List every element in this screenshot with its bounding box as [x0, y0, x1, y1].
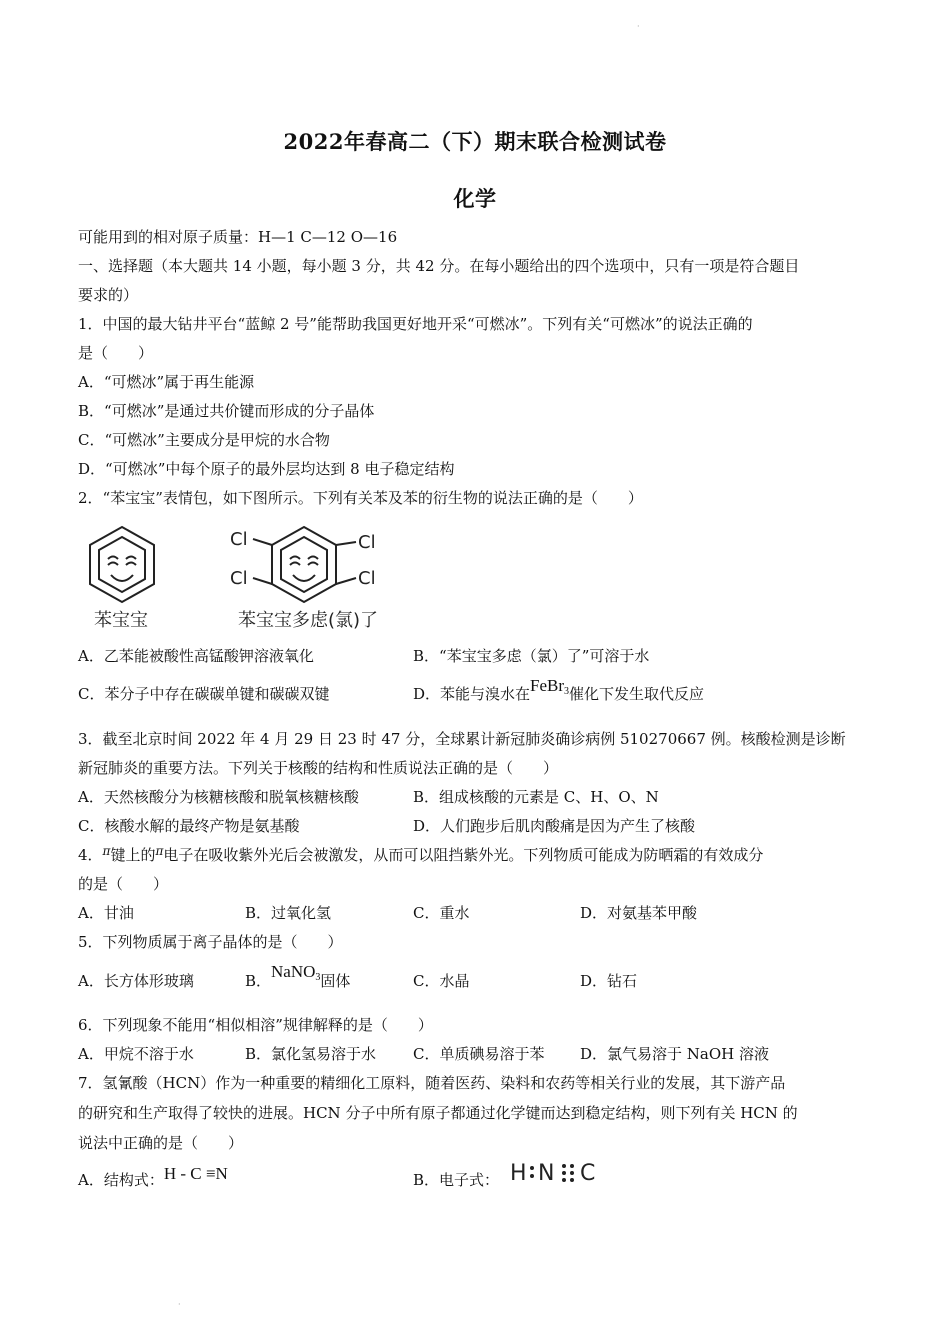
q2-d-pre: D．苯能与溴水在: [413, 685, 531, 703]
q3-option-b: B．组成核酸的元素是 C、H、O、N: [413, 788, 659, 806]
nano3-formula: [271, 962, 320, 981]
q2-option-a: A．乙苯能被酸性高锰酸钾溶液氧化: [78, 647, 314, 665]
q2-d-post: 催化下发生取代反应: [569, 685, 705, 703]
q2-option-d: [413, 676, 705, 710]
scan-dot: ·: [178, 1300, 181, 1309]
cl-label-top-right: Cl: [358, 532, 376, 553]
q5-option-c: C．水晶: [413, 972, 470, 990]
q7-b-pre: B．电子式：: [413, 1171, 500, 1189]
hcn-n-symbol: N: [538, 1161, 555, 1186]
q3-option-c: C．核酸水解的最终产物是氨基酸: [78, 817, 300, 835]
pi-symbol-1: π: [102, 844, 111, 858]
febr-text: FeBr: [530, 676, 565, 695]
atomic-mass-line: 可能用到的相对原子质量：H—1 C—12 O—16: [78, 228, 398, 246]
q1-option-c: C．“可燃冰”主要成分是甲烷的水合物: [78, 431, 330, 449]
q3-stem-line1: 3．截至北京时间 2022 年 4 月 29 日 23 时 47 分，全球累计新冠肺炎确诊病例 510270667 例。核酸检测是诊断: [78, 730, 846, 748]
exam-title: 2022年春高二（下）期末联合检测试卷: [283, 129, 667, 154]
nano-subscript: 3: [315, 972, 321, 983]
fig2-caption: 苯宝宝多虑(氯)了: [238, 610, 379, 631]
q5-b-pre: B．: [245, 972, 272, 990]
q4-mid2: 电子在吸收紫外光后会被激发，从而可以阻挡紫外光。下列物质可能成为防晒霜的有效成分: [163, 846, 764, 864]
q4-option-c: C．重水: [413, 904, 470, 922]
fig1-caption: 苯宝宝: [94, 610, 148, 631]
q2-stem: 2．“苯宝宝”表情包，如下图所示。下列有关苯及苯的衍生物的说法正确的是（ ）: [78, 489, 643, 507]
q7-stem-line2: 的研究和生产取得了较快的进展。HCN 分子中所有原子都通过化学键而达到稳定结构，则下列有关 HCN 的: [78, 1104, 798, 1122]
q7-stem-line3: 说法中正确的是（ ）: [78, 1134, 244, 1152]
q3-stem-line2: 新冠肺炎的重要方法。下列关于核酸的结构和性质说法正确的是（ ）: [78, 759, 559, 777]
q6-option-a: A．甲烷不溶于水: [78, 1045, 194, 1063]
q1-stem-line2: 是（ ）: [78, 344, 154, 362]
q4-option-d: D．对氨基苯甲酸: [580, 904, 698, 922]
section-instruction-line2: 要求的）: [78, 286, 139, 304]
hcn-electron-dot-formula: [510, 1158, 602, 1188]
q1-option-d: D．“可燃冰”中每个原子的最外层均达到 8 电子稳定结构: [78, 460, 455, 478]
q6-option-b: B．氯化氢易溶于水: [245, 1045, 377, 1063]
q6-option-d: D．氯气易溶于 NaOH 溶液: [580, 1045, 770, 1063]
q1-option-b: B．“可燃冰”是通过共价键而形成的分子晶体: [78, 402, 375, 420]
hcn-h-symbol: H: [510, 1161, 527, 1186]
section-instruction-line1: 一、选择题（本大题共 14 小题，每小题 3 分，共 42 分。在每小题给出的四个选项中，只有一项是符合题目: [78, 257, 800, 275]
q7-option-a: [78, 1164, 228, 1190]
q6-option-c: C．单质碘易溶于苯: [413, 1045, 545, 1063]
q5-stem: 5．下列物质属于离子晶体的是（ ）: [78, 933, 343, 951]
scan-dot: ·: [637, 22, 640, 31]
pi-symbol-2: π: [155, 844, 164, 858]
subject-title: 化学: [453, 186, 497, 211]
q4-stem-line2: 的是（ ）: [78, 875, 169, 893]
benzene-emoji-figure: [78, 522, 408, 634]
benzene-baby-structure: [90, 527, 154, 602]
q7-a-pre: A．结构式：: [78, 1171, 164, 1189]
q5-option-a: A．长方体形玻璃: [78, 972, 194, 990]
q3-option-d: D．人们跑步后肌肉酸痛是因为产生了核酸: [413, 817, 696, 835]
q6-stem: 6．下列现象不能用“相似相溶”规律解释的是（ ）: [78, 1016, 433, 1034]
q1-stem-line1: 1．中国的最大钻井平台“蓝鲸 2 号”能帮助我国更好地开采“可燃冰”。下列有关“可燃冰”的说法正确的: [78, 315, 753, 333]
q5-b-post: 固体: [320, 972, 351, 990]
q4-option-a: A．甘油: [78, 904, 134, 922]
hcn-structural-formula: H - C ≡N: [163, 1164, 228, 1183]
febr-subscript: 3: [564, 686, 570, 697]
cl-label-bottom-right: Cl: [358, 568, 376, 589]
cl-label-bottom-left: Cl: [230, 568, 248, 589]
q4-mid1: 键上的: [110, 846, 156, 864]
q1-option-a: A．“可燃冰”属于再生能源: [78, 373, 255, 391]
q3-option-a: A．天然核酸分为核糖核酸和脱氧核糖核酸: [78, 788, 359, 806]
hcn-c-symbol: C: [580, 1161, 596, 1186]
q4-stem-line1: [78, 845, 763, 866]
q2-option-c: C．苯分子中存在碳碳单键和碳碳双键: [78, 685, 330, 703]
dichloro-benzene-baby-structure: [253, 527, 356, 602]
nano-text: NaNO: [271, 962, 316, 981]
q5-option-b: [245, 962, 351, 997]
q5-option-d: D．钻石: [580, 972, 638, 990]
q7-stem-line1: 7．氢氰酸（HCN）作为一种重要的精细化工原料，随着医药、染料和农药等相关行业的发展，其下游产品: [78, 1074, 786, 1092]
cl-label-top-left: Cl: [230, 529, 248, 550]
q4-num: 4．: [78, 846, 103, 864]
febr3-formula: [530, 676, 569, 695]
q7-option-b: [413, 1170, 499, 1190]
q4-option-b: B．过氧化氢: [245, 904, 332, 922]
q2-option-b: B．“苯宝宝多虑（氯）了”可溶于水: [413, 647, 650, 665]
